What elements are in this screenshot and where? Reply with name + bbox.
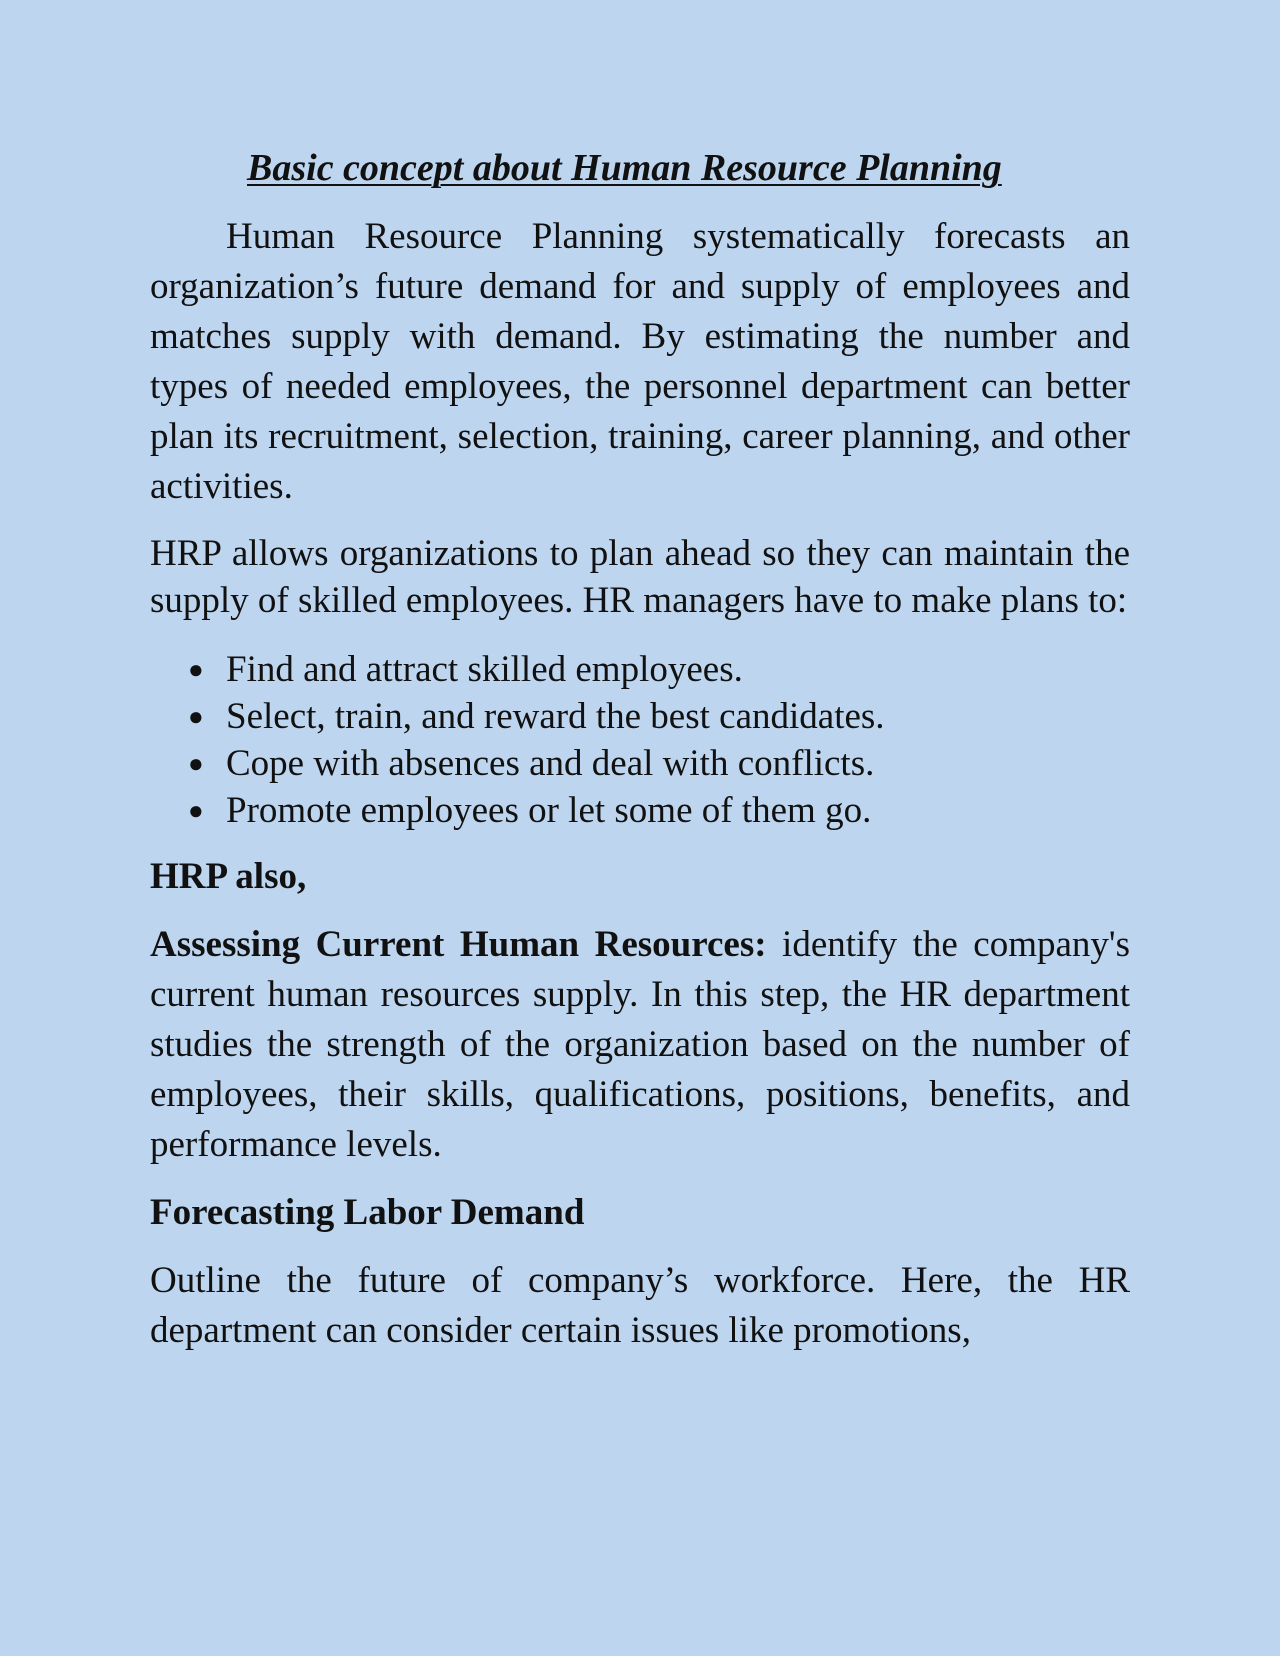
document-title: Basic concept about Human Resource Planning — [247, 147, 1002, 189]
list-item — [150, 646, 1130, 693]
intro-paragraph: Human Resource Planning systematically forecasts an organization’s future demand for and supply of employees and matches supply with demand. By estimating the number and types of needed employees, the personnel department can better plan its recruitment, selection, training, career planning, and other activities. — [150, 215, 1130, 507]
plans-list — [150, 646, 1130, 834]
hrp-also-heading: HRP also, — [150, 855, 307, 897]
list-item — [150, 740, 1130, 787]
assessing-text: identify the company's current human resources supply. In this step, the HR department studies the strength of the organization based on the number of employees, their skills, qualifications, positions, benefits, and performance levels. — [150, 923, 1130, 1165]
list-item — [150, 693, 1130, 740]
bullet-icon: ● — [188, 701, 204, 731]
bullet-icon: ● — [188, 795, 204, 825]
list-item-text: Select, train, and reward the best candidates. — [226, 695, 885, 737]
list-item — [150, 787, 1130, 834]
forecasting-heading: Forecasting Labor Demand — [150, 1191, 585, 1233]
list-item-text: Find and attract skilled employees. — [226, 648, 743, 690]
bullet-icon: ● — [188, 748, 204, 778]
forecasting-paragraph: Outline the future of company’s workforce. Here, the HR department can consider certain issues like promotions, — [150, 1259, 1130, 1351]
hrp-paragraph: HRP allows organizations to plan ahead so they can maintain the supply of skilled employees. HR managers have to make plans to: — [150, 532, 1130, 621]
list-item-text: Cope with absences and deal with conflicts. — [226, 742, 875, 784]
assessing-lead: Assessing Current Human Resources: — [150, 923, 767, 965]
document-page — [150, 148, 1130, 1356]
list-item-text: Promote employees or let some of them go. — [226, 789, 872, 831]
bullet-icon: ● — [188, 654, 204, 684]
assessing-paragraph — [150, 920, 1130, 1170]
